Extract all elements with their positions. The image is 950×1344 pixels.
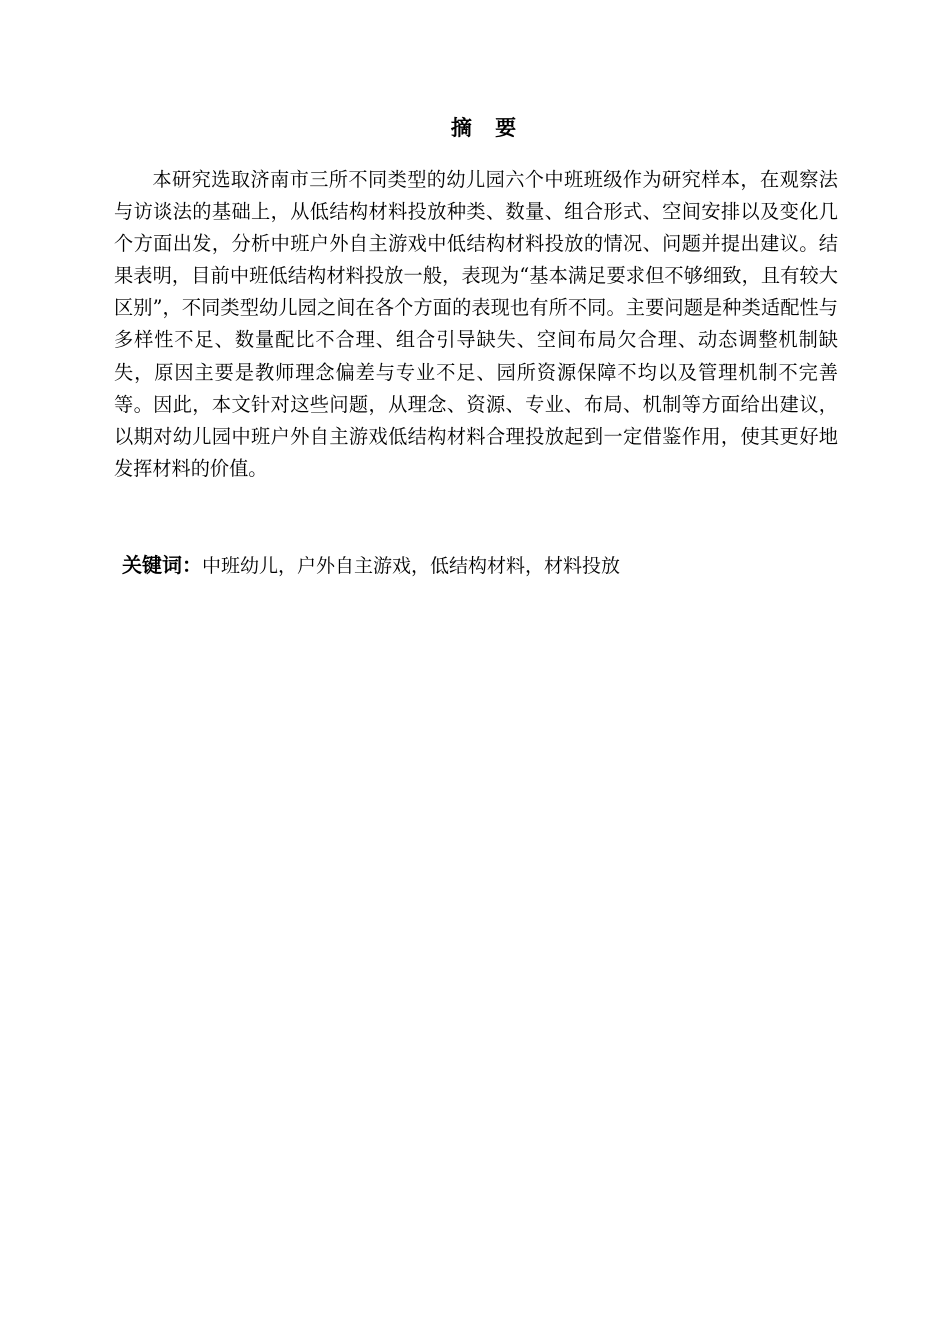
abstract-body: 本研究选取济南市三所不同类型的幼儿园六个中班班级作为研究样本，在观察法与访谈法的基础上，从低结构材料投放种类、数量、组合形式、空间安排以及变化几个方面出发，分析中班户外自主游戏中低结构材料投放的情况、问题并提出建议。结果表明，目前中班低结构材料投放一般，表现为“基本满足要求但不够细致，且有较大区别”，不同类型幼儿园之间在各个方面的表现也有所不同。主要问题是种类适配性与多样性不足、数量配比不合理、组合引导缺失、空间布局欠合理、动态调整机制缺失，原因主要是教师理念偏差与专业不足、园所资源保障不均以及管理机制不完善等。因此，本文针对这些问题，从理念、资源、专业、布局、机制等方面给出建议，以期对幼儿园中班户外自主游戏低结构材料合理投放起到一定借鉴作用，使其更好地发挥材料的价值。	[114, 168, 838, 480]
keywords-label: 关键词：	[122, 553, 202, 577]
keywords-line	[122, 550, 838, 581]
keywords-text: 中班幼儿，户外自主游戏，低结构材料，材料投放	[202, 555, 621, 577]
abstract-title: 摘 要	[450, 116, 525, 140]
